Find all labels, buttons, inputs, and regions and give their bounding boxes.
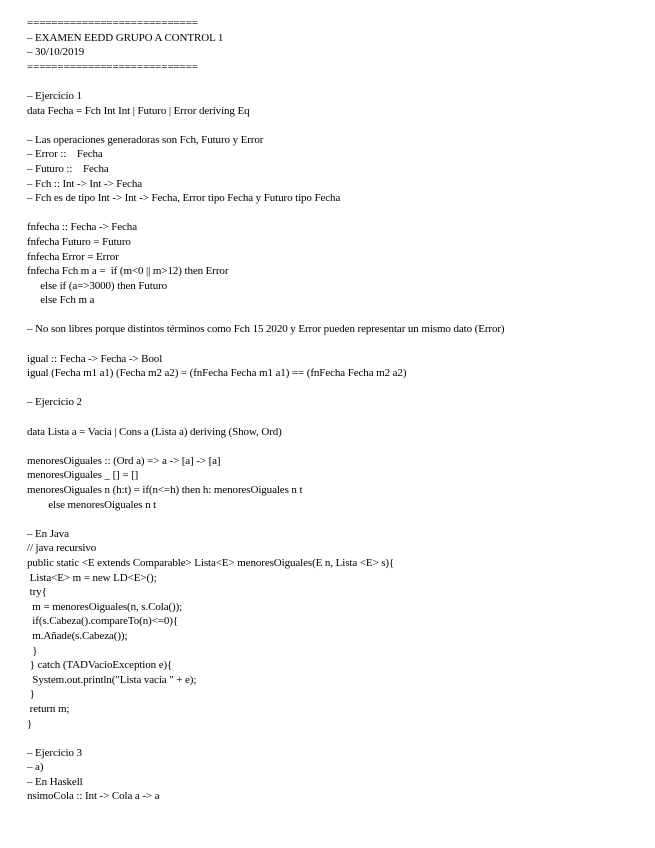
text-line: try{ (27, 586, 47, 599)
text-line: if(s.Cabeza().compareTo(n)<=0){ (27, 615, 179, 628)
text-line: igual (Fecha m1 a1) (Fecha m2 a2) = (fnFecha Fecha m1 a1) == (fnFecha Fecha m2 a2) (27, 367, 407, 380)
text-line: else if (a=>3000) then Futuro (27, 279, 168, 292)
text-line: else menoresOiguales n t (27, 498, 157, 511)
text-line: System.out.println("Lista vacia " + e); (27, 673, 197, 686)
text-line: } catch (TADVacioException e){ (27, 659, 173, 672)
text-line: – En Haskell (27, 775, 83, 788)
blank-line (27, 439, 637, 454)
text-line: public static <E extends Comparable> Lista<E> menoresOiguales(E n, Lista <E> s){ (27, 556, 395, 569)
blank-line (27, 118, 637, 133)
text-line: data Lista a = Vacia | Cons a (Lista a) deriving (Show, Ord) (27, 425, 282, 438)
text-line: } (27, 688, 35, 701)
blank-line (27, 410, 637, 425)
document-body (27, 16, 637, 804)
text-line: – EXAMEN EEDD GRUPO A CONTROL 1 (27, 31, 224, 44)
blank-line (27, 74, 637, 89)
text-line: – Las operaciones generadoras son Fch, Futuro y Error (27, 133, 264, 146)
text-line: – En Java (27, 527, 69, 540)
text-line: igual :: Fecha -> Fecha -> Bool (27, 352, 163, 365)
blank-line (27, 731, 637, 746)
text-line: fnfecha Futuro = Futuro (27, 235, 131, 248)
text-line: – Fch :: Int -> Int -> Fecha (27, 177, 142, 190)
text-line: fnfecha Fch m a = if (m<0 || m>12) then Error (27, 265, 229, 278)
text-line: ============================ (27, 17, 198, 29)
text-line: – Ejercicio 3 (27, 746, 82, 759)
text-line: – No son libres porque distintos términos como Fch 15 2020 y Error pueden representar un mismo dato (Error) (27, 323, 505, 336)
text-line: return m; (27, 702, 70, 715)
blank-line (27, 206, 637, 221)
text-line: – Ejercicio 2 (27, 396, 82, 409)
text-line: m = menoresOiguales(n, s.Cola()); (27, 600, 183, 613)
blank-line (27, 308, 637, 323)
text-line: – Error :: Fecha (27, 148, 103, 161)
text-line: nsimoCola :: Int -> Cola a -> a (27, 790, 160, 803)
blank-line (27, 337, 637, 352)
text-line: menoresOiguales _ [] = [] (27, 469, 139, 482)
text-line: – Futuro :: Fecha (27, 162, 109, 175)
text-line: m.Añade(s.Cabeza()); (27, 629, 128, 642)
blank-line (27, 381, 637, 396)
text-line: } (27, 717, 33, 730)
text-line: data Fecha = Fch Int Int | Futuro | Error deriving Eq (27, 104, 250, 117)
text-line: else Fch m a (27, 294, 95, 307)
text-line: // java recursivo (27, 542, 97, 555)
text-line: menoresOiguales :: (Ord a) => a -> [a] -> [a] (27, 454, 221, 467)
text-line: fnfecha Error = Error (27, 250, 119, 263)
blank-line (27, 512, 637, 527)
text-line: menoresOiguales n (h:t) = if(n<=h) then h: menoresOiguales n t (27, 484, 303, 496)
text-line: } (27, 644, 38, 657)
text-line: – a) (27, 761, 44, 774)
text-line: – 30/10/2019 (27, 46, 85, 59)
text-line: fnfecha :: Fecha -> Fecha (27, 221, 137, 234)
text-line: Lista<E> m = new LD<E>(); (27, 571, 157, 584)
text-line: ============================ (27, 60, 198, 73)
text-line: – Fch es de tipo Int -> Int -> Fecha, Error tipo Fecha y Futuro tipo Fecha (27, 192, 341, 205)
text-line: – Ejercicio 1 (27, 89, 82, 102)
